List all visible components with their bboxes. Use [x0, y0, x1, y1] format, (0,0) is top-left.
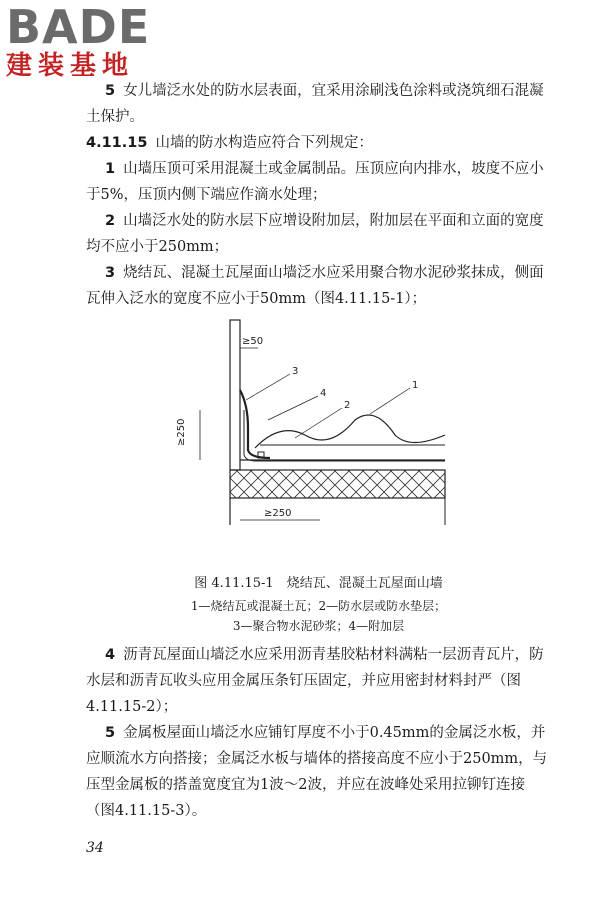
insulation-layer [230, 470, 445, 498]
roof-tile [255, 415, 445, 448]
wall [230, 320, 240, 470]
gable-wall-diagram [160, 310, 460, 540]
item-2: 2 山墙泛水处的防水层下应增设附加层，附加层在平面和立面的宽度均不应小于250mm； [86, 213, 544, 255]
site-logo [6, 0, 151, 81]
page-number: 34 [86, 840, 104, 856]
label-1: 1 [412, 380, 419, 391]
item-3: 3 烧结瓦、混凝土瓦屋面山墙泛水应采用聚合物水泥砂浆抹成，侧面瓦伸入泛水的宽度不应小于50mm（图4.11.15-1）； [86, 265, 544, 307]
top-text-block [86, 78, 551, 312]
item-4: 4 沥青瓦屋面山墙泛水应采用沥青基胶粘材料满粘一层沥青瓦片，防水层和沥青瓦收头应用金属压条钉压固定，并应用密封材料封严（图4.11.15-2）； [86, 647, 544, 715]
logo-chinese: 建装基地 [6, 51, 135, 81]
label-3: 3 [292, 366, 299, 377]
dim-top-label: ≥50 [242, 336, 264, 347]
figure-caption [86, 572, 551, 634]
paragraph-5: 5 女儿墙泛水处的防水层表面，宜采用涂刷浅色涂料或浇筑细石混凝土保护。 [86, 83, 544, 125]
label-2: 2 [344, 400, 351, 411]
dim-side-label: ≥250 [176, 418, 187, 446]
logo-wordmark: BADE [6, 0, 151, 54]
caption-legend-2: 3—聚合物水泥砂浆；4—附加层 [232, 619, 405, 633]
bottom-text-block [86, 642, 551, 824]
item-5: 5 金属板屋面山墙泛水应铺钉厚度不小于0.45mm的金属泛水板，并应顺流水方向搭接；金属泛水板与墙体的搭接高度不应小于250mm，与压型金属板的搭盖宽度宜为1波～2波，并应在波峰处采用拉铆钉连接（图4.11.15-3）。 [86, 725, 548, 819]
section-heading: 4.11.15 山墙的防水构造应符合下列规定： [86, 135, 373, 151]
dim-bottom-label: ≥250 [264, 508, 292, 519]
additional-layer [244, 410, 445, 461]
item-1: 1 山墙压顶可采用混凝土或金属制品。压顶应向内排水，坡度不应小于5%，压顶内侧下端应作滴水处理； [86, 161, 544, 203]
caption-title: 图 4.11.15-1 烧结瓦、混凝土瓦屋面山墙 [194, 576, 443, 591]
label-4: 4 [320, 388, 327, 399]
caption-legend-1: 1—烧结瓦或混凝土瓦；2—防水层或防水垫层； [190, 599, 447, 613]
